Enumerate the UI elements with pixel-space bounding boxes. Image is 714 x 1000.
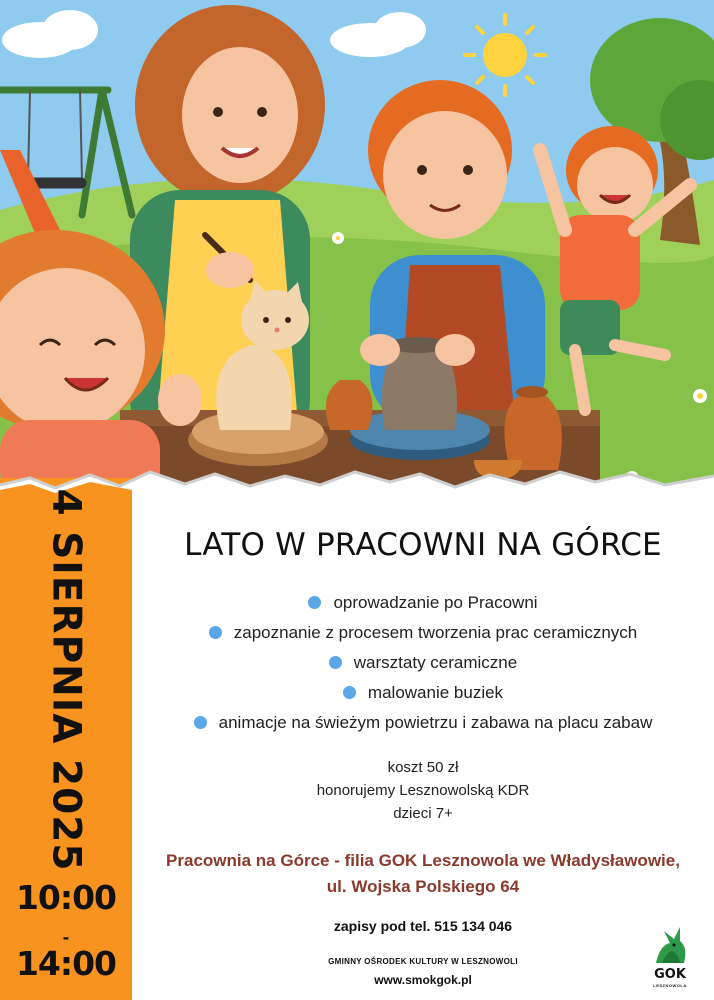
organizer-name: GMINNY OŚRODEK KULTURY W LESZNOWOLI: [328, 957, 518, 966]
bullet-icon: [194, 716, 207, 729]
list-item: malowanie buziek: [132, 682, 714, 712]
list-item: zapoznanie z procesem tworzenia prac ceramicznych: [132, 622, 714, 652]
venue-street: ul. Wojska Polskiego 64: [326, 877, 520, 896]
list-item: oprowadzanie po Pracowni: [132, 592, 714, 622]
logo-text: GOK: [654, 967, 686, 982]
venue-address: [132, 848, 714, 900]
gok-logo: [640, 925, 700, 993]
bullet-icon: [329, 656, 342, 669]
signup-phone: zapisy pod tel. 515 134 046: [333, 918, 513, 934]
start-time: 10:00: [15, 878, 117, 917]
dragon-icon: [650, 925, 690, 967]
poster-title: LATO W PRACOWNI NA GÓRCE: [184, 527, 662, 563]
time-separator: -: [62, 928, 70, 947]
event-date: 4 SIERPNIA 2025: [43, 488, 89, 872]
bullet-icon: [209, 626, 222, 639]
activity-list: [132, 592, 714, 742]
bullet-icon: [308, 596, 321, 609]
age-text: dzieci 7+: [393, 805, 453, 822]
list-item: warsztaty ceramiczne: [132, 652, 714, 682]
card-text: honorujemy Lesznowolską KDR: [316, 782, 530, 799]
logo-subtext: LESZNOWOLA: [653, 983, 687, 988]
end-time: 14:00: [15, 944, 117, 983]
venue-name: Pracownia na Górce - filia GOK Lesznowola we Władysławowie,: [166, 851, 680, 870]
event-details: [132, 756, 714, 825]
website-link[interactable]: www.smokgok.pl: [374, 973, 472, 987]
price-text: koszt 50 zł: [387, 759, 459, 776]
torn-paper-edge: [0, 460, 714, 530]
bullet-icon: [343, 686, 356, 699]
list-item: animacje na świeżym powietrzu i zabawa na placu zabaw: [132, 712, 714, 742]
